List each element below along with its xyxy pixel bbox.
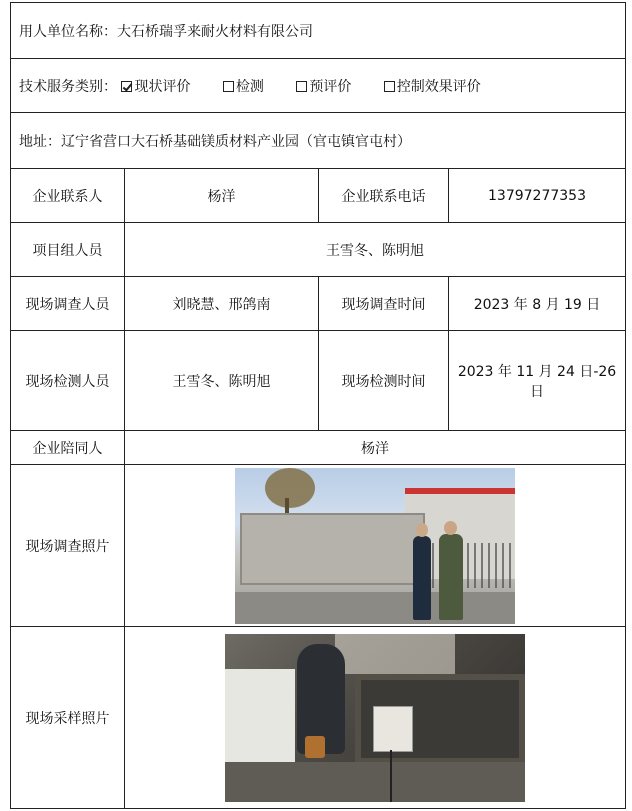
light-shape: [335, 634, 455, 674]
sample-photo: [225, 634, 525, 802]
survey-time-value: 2023 年 8 月 19 日: [449, 277, 626, 331]
survey-staff-value: 刘晓慧、邢鸽南: [125, 277, 319, 331]
person-shape: [413, 536, 431, 620]
test-row: [11, 331, 626, 431]
sample-photo-cell: [125, 627, 626, 809]
accompany-row: [11, 431, 626, 465]
survey-staff-label: 现场调查人员: [11, 277, 125, 331]
contact-label: 企业联系人: [11, 169, 125, 223]
address-row: [11, 113, 626, 169]
team-label: 项目组人员: [11, 223, 125, 277]
service-row: [11, 59, 626, 113]
test-staff-label: 现场检测人员: [11, 331, 125, 431]
tripod-shape: [390, 750, 392, 802]
address-value: 辽宁省营口大石桥基础镁质材料产业园（官屯镇官屯村）: [61, 133, 411, 150]
info-table: [10, 2, 626, 809]
service-option-test[interactable]: 检测: [223, 79, 264, 95]
checkbox-icon[interactable]: [384, 81, 395, 92]
unit-label: 用人单位名称：: [19, 23, 117, 40]
survey-photo-cell: [125, 465, 626, 627]
test-staff-value: 王雪冬、陈明旭: [125, 331, 319, 431]
sample-photo-label: 现场采样照片: [11, 627, 125, 809]
tree-shape: [265, 468, 315, 508]
address-label: 地址：: [19, 133, 61, 150]
phone-value: 13797277353: [449, 169, 626, 223]
person-head-shape: [444, 521, 457, 535]
team-row: [11, 223, 626, 277]
team-value: 王雪冬、陈明旭: [125, 223, 626, 277]
service-option-pre[interactable]: 预评价: [296, 79, 351, 95]
unit-row: [11, 3, 626, 59]
unit-cell: [11, 3, 626, 59]
person-shape: [439, 534, 463, 620]
address-cell: [11, 113, 626, 169]
unit-name: 大石桥瑞孚来耐火材料有限公司: [117, 23, 313, 40]
test-time-value: 2023 年 11 月 24 日-26 日: [449, 331, 626, 431]
survey-time-label: 现场调查时间: [319, 277, 449, 331]
contact-row: [11, 169, 626, 223]
service-label: 技术服务类别：: [19, 78, 117, 95]
sampler-device-shape: [373, 706, 413, 752]
service-option-control[interactable]: 控制效果评价: [384, 79, 481, 95]
checkbox-checked-icon[interactable]: [121, 81, 132, 92]
sign-wall-shape: [240, 513, 425, 585]
phone-label: 企业联系电话: [319, 169, 449, 223]
checkbox-icon[interactable]: [296, 81, 307, 92]
ground-shape: [235, 592, 515, 624]
survey-photo-row: [11, 465, 626, 627]
accompany-value: 杨洋: [125, 431, 626, 465]
accompany-label: 企业陪同人: [11, 431, 125, 465]
service-option-status[interactable]: 现状评价: [121, 79, 190, 95]
floor-shape: [225, 762, 525, 802]
sample-photo-row: [11, 627, 626, 809]
service-cell: [11, 59, 626, 113]
checkbox-icon[interactable]: [223, 81, 234, 92]
contact-name: 杨洋: [125, 169, 319, 223]
survey-photo-label: 现场调查照片: [11, 465, 125, 627]
bucket-shape: [305, 736, 325, 758]
test-time-label: 现场检测时间: [319, 331, 449, 431]
person-head-shape: [416, 523, 428, 537]
survey-row: [11, 277, 626, 331]
survey-photo: [235, 468, 515, 624]
